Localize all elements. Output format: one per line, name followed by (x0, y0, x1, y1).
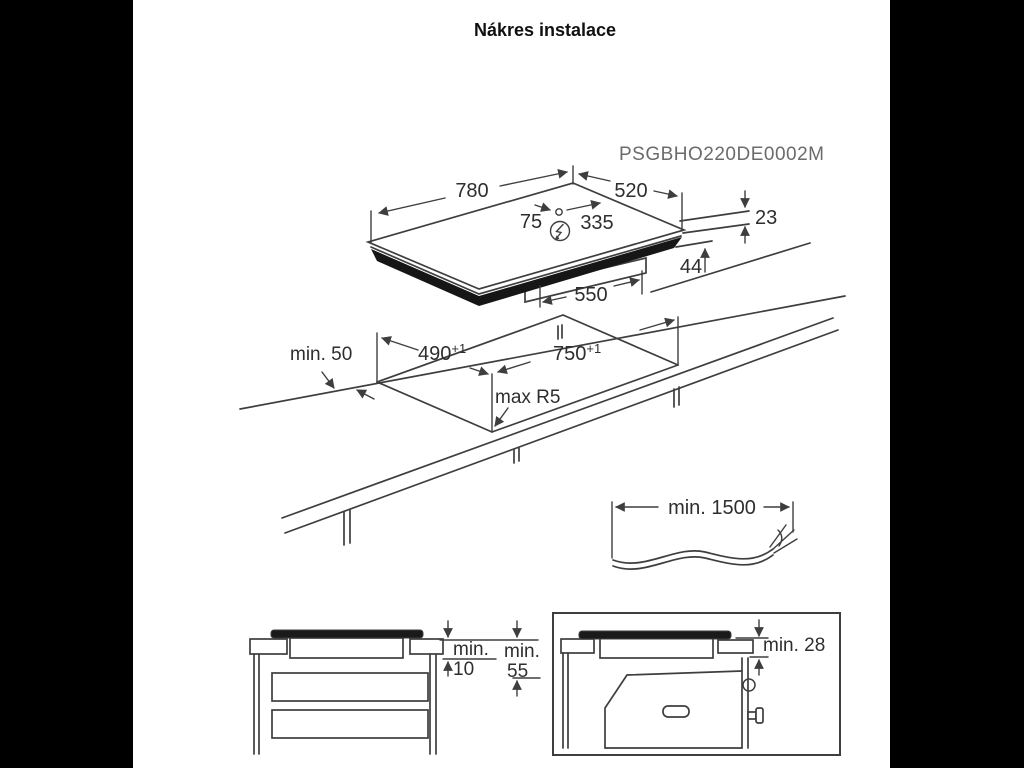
oven-knob-cap (756, 708, 763, 723)
dim-gap2-prefix: min. (504, 641, 540, 662)
dim-cutout-width: $750^{+1}$ (553, 341, 602, 365)
oven-handle (663, 706, 689, 717)
dim-gap2-value: 55 (507, 661, 529, 682)
dim-hob-depth: 520 (614, 180, 648, 202)
oven-clearance-view (553, 613, 840, 755)
dim-cable-offset-left: 75 (519, 211, 543, 233)
page-title: Nákres instalace (473, 20, 617, 40)
dim-cable-offset-right: 335 (580, 212, 614, 234)
drawer-upper (272, 673, 428, 701)
model-code: PSGBHO220DE0002M (619, 144, 825, 165)
dim-front-clearance: min. 50 (290, 344, 353, 365)
dim-bottom-casing-width: 550 (574, 284, 608, 306)
built-in-oven (605, 658, 763, 748)
dim-gap1-prefix: min. (453, 639, 489, 660)
dim-cable-length: min. 1500 (668, 497, 756, 519)
hob-glass-section (271, 630, 423, 638)
oven-knob (748, 712, 756, 719)
oven-hinge (743, 679, 755, 691)
cabinet-clearance-view (250, 621, 540, 754)
power-cable (613, 525, 797, 569)
dim-corner-radius: max R5 (495, 387, 561, 408)
dim-cutout-depth: $490^{+1}$ (418, 341, 467, 365)
dim-oven-clearance: min. 28 (763, 635, 826, 656)
cutout-opening (377, 315, 678, 432)
mains-cable-view (612, 497, 797, 569)
dim-depth-below-worktop: 44 (679, 256, 703, 278)
dim-gap1-value: 10 (453, 659, 475, 680)
hob-glass-section-2 (579, 631, 731, 639)
hob-perspective-view (368, 166, 810, 307)
dim-height-above-worktop: 23 (755, 207, 778, 229)
drawer-lower (272, 710, 428, 738)
dim-hob-width: 780 (455, 180, 489, 202)
